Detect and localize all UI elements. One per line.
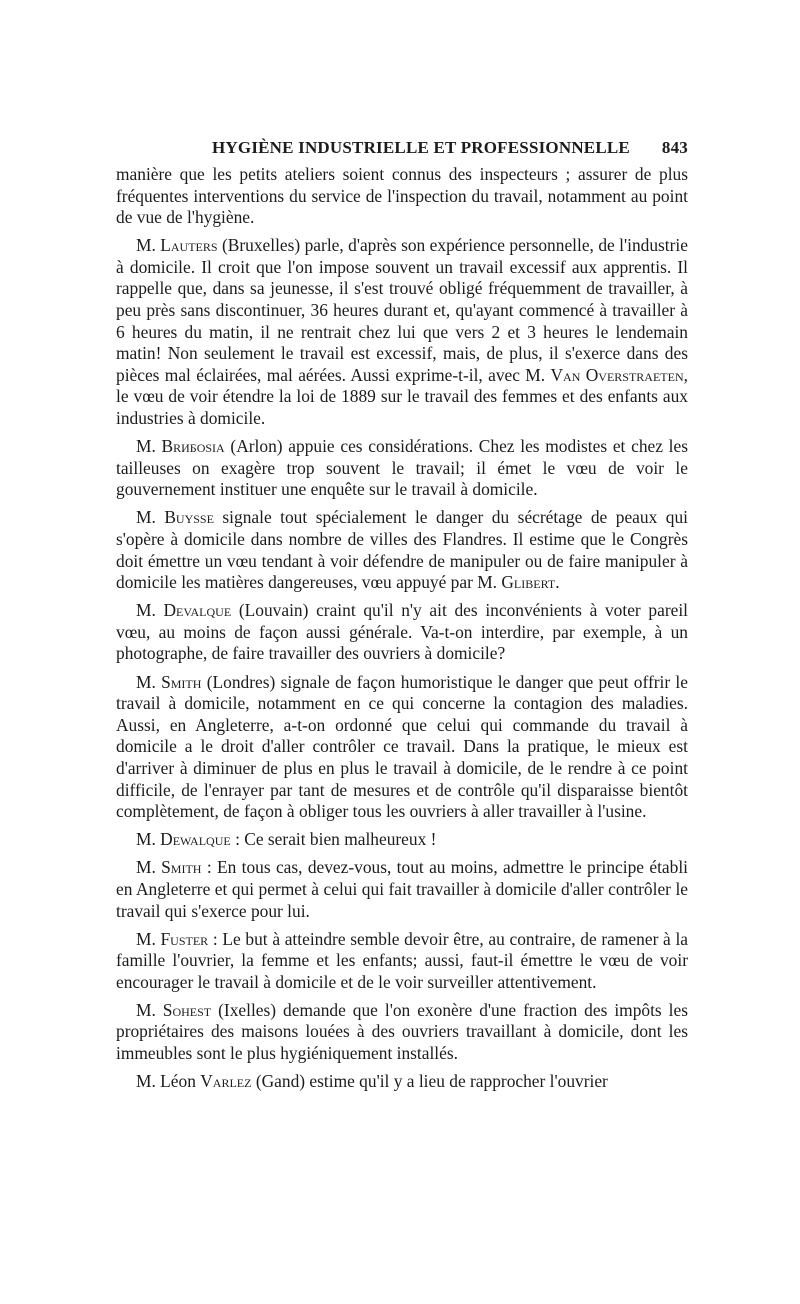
paragraph: M. Lauters (Bruxelles) parle, d'après son expérience personnelle, de l'industrie à domicile. Il croit que l'on impose souvent un travail excessif aux apprentis. Il rappelle que, dans sa jeunesse, il s'est trouvé obligé fréquemment de travailler, à peu près sans discontinuer, 36 heures durant et, qu'ayant commencé à travailler à 6 heures du matin, il ne rentrait chez lui que vers 2 et 3 heures le lendemain matin! Non seulement le travail est excessif, mais, de plus, il s'exerce dans des pièces mal éclairées, mal aérées. Aussi exprime-t-il, avec M. Van Overstraeten, le vœu de voir étendre la loi de 1889 sur le travail des femmes et des enfants aux industries à domicile.: [116, 235, 688, 429]
speaker-name: Fuster: [160, 928, 209, 949]
speaker-name: Smith: [161, 671, 202, 692]
speaker-name: Brибosia: [161, 436, 225, 457]
speaker-name: Smith: [161, 857, 202, 878]
paragraph: M. Fuster : Le but à atteindre semble devoir être, au contraire, de ramener à la famille l'ouvrier, la femme et les enfants; aussi, faut-il émettre le vœu de voir encourager le travail à domicile et de le voir surveiller attentivement.: [116, 928, 688, 992]
paragraph: M. Smith : En tous cas, devez-vous, tout au moins, admettre le principe établi en Angleterre et qui permet à celui qui fait travailler à domicile d'aller contrôler le travail qui s'exerce pour lui.: [116, 857, 688, 921]
speaker-name: Dewalque: [160, 829, 231, 850]
body-text: [116, 164, 688, 1093]
paragraph: M. Brибosia (Arlon) appuie ces considérations. Chez les modistes et chez les tailleuses on exagère trop souvent le travail; il émet le vœu de voir le gouvernement instituer une enquête sur le travail à domicile.: [116, 436, 688, 500]
speaker-name: Van Overstraeten: [550, 364, 684, 385]
speaker-name: Buysse: [164, 507, 214, 528]
speaker-name: Glibert: [501, 572, 556, 593]
running-header: [116, 138, 688, 164]
paragraph: M. Dewalque : Ce serait bien malheureux !: [136, 829, 437, 850]
speaker-name: Sohest: [162, 999, 212, 1020]
paragraph: M. Smith (Londres) signale de façon humoristique le danger que peut offrir le travail à domicile, notamment en ce qui concerne la contagion des maladies. Aussi, en Angleterre, a-t-on ordonné que celui qui commande du travail à domicile a le droit d'aller contrôler ce travail. Dans la pratique, le mieux est d'arriver à diminuer de plus en plus le travail à domicile, de le rendre à ce point difficile, de l'enrayer par tant de mesures et de contrôle qu'il disparaisse bientôt complètement, de façon à obliger tous les ouvriers à aller travailler à l'usine.: [116, 671, 688, 822]
speaker-name: Lauters: [160, 235, 218, 256]
header-title: HYGIÈNE INDUSTRIELLE ET PROFESSIONNELLE: [212, 138, 630, 157]
paragraph: M. Sohest (Ixelles) demande que l'on exonère d'une fraction des impôts les propriétaires des maisons louées à des ouvriers travaillant à domicile, dont les immeubles sont le plus hygiéniquement installés.: [116, 999, 688, 1064]
speaker-name: Varlez: [200, 1071, 252, 1092]
paragraph: M. Devalque (Louvain) craint qu'il n'y ait des inconvénients à voter pareil vœu, au moins de façon aussi générale. Va-t-on interdire, par exemple, à un photographe, de faire travailler des ouvriers à domicile?: [116, 600, 688, 664]
page-number: 843: [661, 138, 688, 157]
speaker-name: Devalque: [163, 600, 232, 621]
paragraph: M. Léon Varlez (Gand) estime qu'il y a lieu de rapprocher l'ouvrier: [136, 1071, 608, 1092]
paragraph: M. Buysse signale tout spécialement le danger du sécrétage de peaux qui s'opère à domicile dans nombre de villes des Flandres. Il estime que le Congrès doit émettre un vœu tendant à voir défendre de manipuler ou de faire manipuler à domicile les matières dangereuses, vœu appuyé par M. Glibert.: [116, 507, 688, 593]
document-page: [116, 138, 688, 1099]
paragraph: manière que les petits ateliers soient connus des inspecteurs ; assurer de plus fréquentes interventions du service de l'inspection du travail, notamment au point de vue de l'hygiène.: [116, 164, 688, 228]
